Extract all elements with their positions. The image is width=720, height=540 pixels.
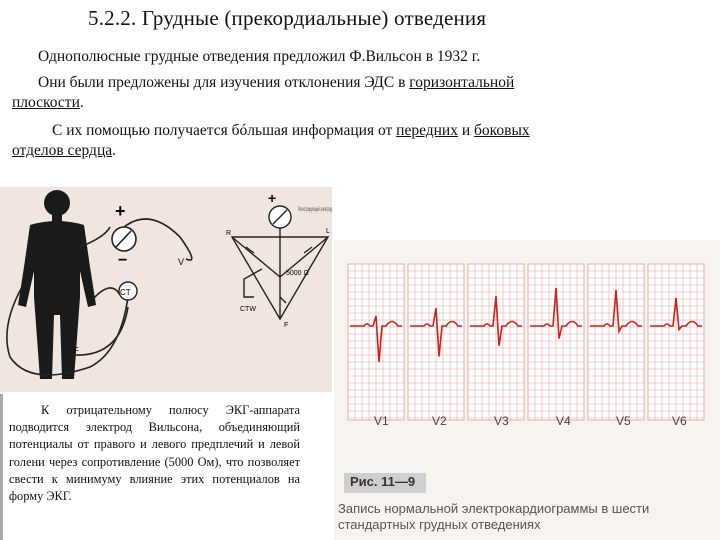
galvanometer-icon: [112, 227, 136, 251]
text-segment: .: [79, 94, 84, 111]
underlined-term-horizontal: горизонтальной: [409, 74, 515, 91]
caption-left-text: К отрицательному полюсу ЭКГ-аппарата подводится электрод Вильсона, объединяющий потенциалы от правого и левого предплечий и левой голени через сопротивление (5000 Ом), что позволяет свести к минимуму влияние этих потенциалов на форму ЭКГ.: [9, 403, 300, 504]
wilson-electrode-figure: [0, 187, 373, 392]
underlined-term-anterior: передних: [396, 122, 458, 139]
human-silhouette: [18, 190, 96, 379]
figure-number: Рис. 11—9: [350, 474, 416, 489]
ecg-panel: [528, 264, 584, 420]
l-label: L: [326, 228, 330, 235]
lead-label-v4: V4: [556, 414, 571, 428]
page-title: 5.2.2. Грудные (прекордиальные) отведения: [88, 6, 487, 30]
text-segment: и: [457, 122, 475, 139]
paragraph-wilson-text: Однополюсные грудные отведения предложил Ф.Вильсон в 1932 г.: [38, 48, 481, 65]
wilson-diagram: [0, 187, 373, 392]
paragraph-horizontal-line2: [12, 93, 84, 113]
lead-label-v1: V1: [374, 414, 389, 428]
lead-label-v5: V5: [616, 414, 631, 428]
ct-label: CT: [120, 288, 131, 297]
ecg-panel: [468, 264, 524, 420]
lead-label-v3: V3: [494, 414, 509, 428]
paragraph-horizontal-line1: [38, 73, 514, 93]
ecg-panel: [348, 264, 404, 420]
ecg-figure: [334, 240, 720, 540]
ecg-strips: [348, 264, 706, 420]
paragraph-wilson: [38, 47, 480, 67]
figure-caption-left: [0, 394, 338, 540]
ecg-panel: [408, 264, 464, 420]
underlined-term-heart-sections: отделов сердца: [12, 142, 113, 159]
resistance-label: 5000 Ω: [286, 270, 309, 277]
r-label: R: [226, 230, 232, 237]
triangle-plus-label: +: [268, 190, 277, 206]
ecg-panel: [588, 264, 644, 420]
triangle-f-label: F: [284, 322, 289, 329]
text-segment: С их помощью получается бóльшая информация от: [52, 122, 397, 139]
f-label: F: [74, 346, 79, 355]
lead-label-v2: V2: [432, 414, 447, 428]
underlined-term-plane: плоскости: [12, 94, 80, 111]
minus-label: −: [118, 252, 128, 269]
ecg-figure-caption: Запись нормальной электрокардиограммы в шести стандартных грудных отведениях: [338, 501, 650, 532]
triangle-galvanometer-icon: [269, 206, 291, 228]
ctw-label: CTW: [240, 306, 256, 313]
ecg-panel: [648, 264, 704, 420]
lead-label-v6: V6: [672, 414, 687, 428]
v-label: V: [178, 257, 185, 267]
text-segment: Они были предложены для изучения отклонения ЭДС в: [38, 74, 410, 91]
paragraph-info-line1: [52, 121, 530, 141]
plus-label: +: [115, 201, 126, 221]
text-segment: .: [112, 142, 116, 159]
recording-electrode-label: Регистрирующий электрод: [298, 207, 373, 213]
underlined-term-lateral: боковых: [474, 122, 530, 139]
paragraph-info-line2: [12, 141, 116, 161]
